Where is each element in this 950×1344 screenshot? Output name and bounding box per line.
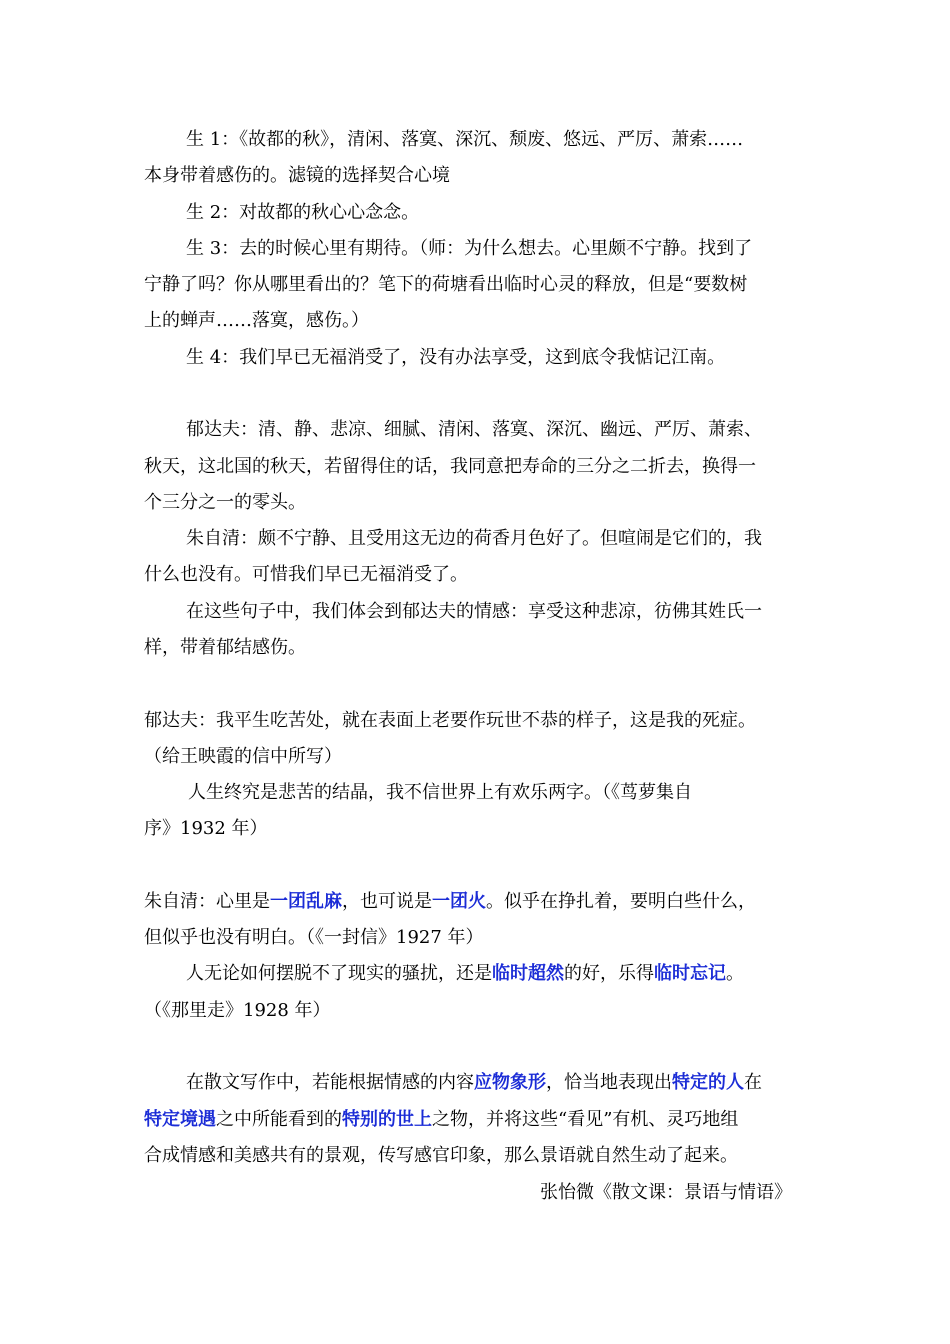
text-line: 在散文写作中，若能根据情感的内容应物象形，恰当地表现出特定的人在 xyxy=(186,1072,762,1093)
text-line: 郁达夫：清、静、悲凉、细腻、清闲、落寞、深沉、幽远、严厉、萧索、 xyxy=(186,419,762,440)
text-line: （《那里走》1928 年） xyxy=(144,1000,331,1021)
text-line: 生 1：《故都的秋》，清闲、落寞、深沉、颓废、悠远、严厉、萧索…… xyxy=(186,129,744,150)
highlight-text: 临时超然 xyxy=(492,963,564,984)
text-line: 人无论如何摆脱不了现实的骚扰，还是临时超然的好，乐得临时忘记。 xyxy=(186,963,744,984)
text-line: 在这些句子中，我们体会到郁达夫的情感：享受这种悲凉，彷佛其姓氏一 xyxy=(186,601,762,622)
highlight-text: 应物象形 xyxy=(474,1072,546,1093)
text-line: 特定境遇之中所能看到的特别的世上之物，并将这些“看见”有机、灵巧地组 xyxy=(144,1109,739,1130)
highlight-text: 一团乱麻 xyxy=(270,891,342,912)
text-line: 个三分之一的零头。 xyxy=(144,492,306,513)
text-line: 样，带着郁结感伤。 xyxy=(144,637,306,658)
citation: 张怡微《散文课：景语与情语》 xyxy=(540,1182,792,1203)
highlight-text: 特定的人 xyxy=(672,1072,744,1093)
highlight-text: 特别的世上 xyxy=(342,1109,432,1130)
text-line: 合成情感和美感共有的景观，传写感官印象，那么景语就自然生动了起来。 xyxy=(144,1145,738,1166)
text-line: 但似乎也没有明白。（《一封信》1927 年） xyxy=(144,927,484,948)
highlight-text: 临时忘记 xyxy=(654,963,726,984)
text-line: 秋天，这北国的秋天，若留得住的话，我同意把寿命的三分之二折去，换得一 xyxy=(144,456,756,477)
text-line: （给王映霞的信中所写） xyxy=(144,746,342,767)
text-line: 郁达夫：我平生吃苦处，就在表面上老要作玩世不恭的样子，这是我的死症。 xyxy=(144,710,756,731)
highlight-text: 一团火 xyxy=(432,891,486,912)
text-line: 人生终究是悲苦的结晶，我不信世界上有欢乐两字。（《茑萝集自 xyxy=(188,782,692,803)
text-line: 生 2：对故都的秋心心念念。 xyxy=(186,202,420,223)
text-line: 生 4：我们早已无福消受了，没有办法享受，这到底令我惦记江南。 xyxy=(186,347,726,368)
text-line: 朱自清：颇不宁静、且受用这无边的荷香月色好了。但喧闹是它们的，我 xyxy=(186,528,762,549)
text-line: 什么也没有。可惜我们早已无福消受了。 xyxy=(144,564,468,585)
text-line: 生 3：去的时候心里有期待。（师：为什么想去。心里颇不宁静。找到了 xyxy=(186,238,753,259)
highlight-text: 特定境遇 xyxy=(144,1109,216,1130)
text-line: 上的蝉声……落寞，感伤。） xyxy=(144,310,369,331)
text-line: 本身带着感伤的。滤镜的选择契合心境 xyxy=(144,165,450,186)
text-line: 序》1932 年） xyxy=(144,818,268,839)
text-line: 宁静了吗？你从哪里看出的？笔下的荷塘看出临时心灵的释放，但是“要数树 xyxy=(144,274,748,295)
text-line: 朱自清：心里是一团乱麻，也可说是一团火。似乎在挣扎着，要明白些什么， xyxy=(144,891,756,912)
